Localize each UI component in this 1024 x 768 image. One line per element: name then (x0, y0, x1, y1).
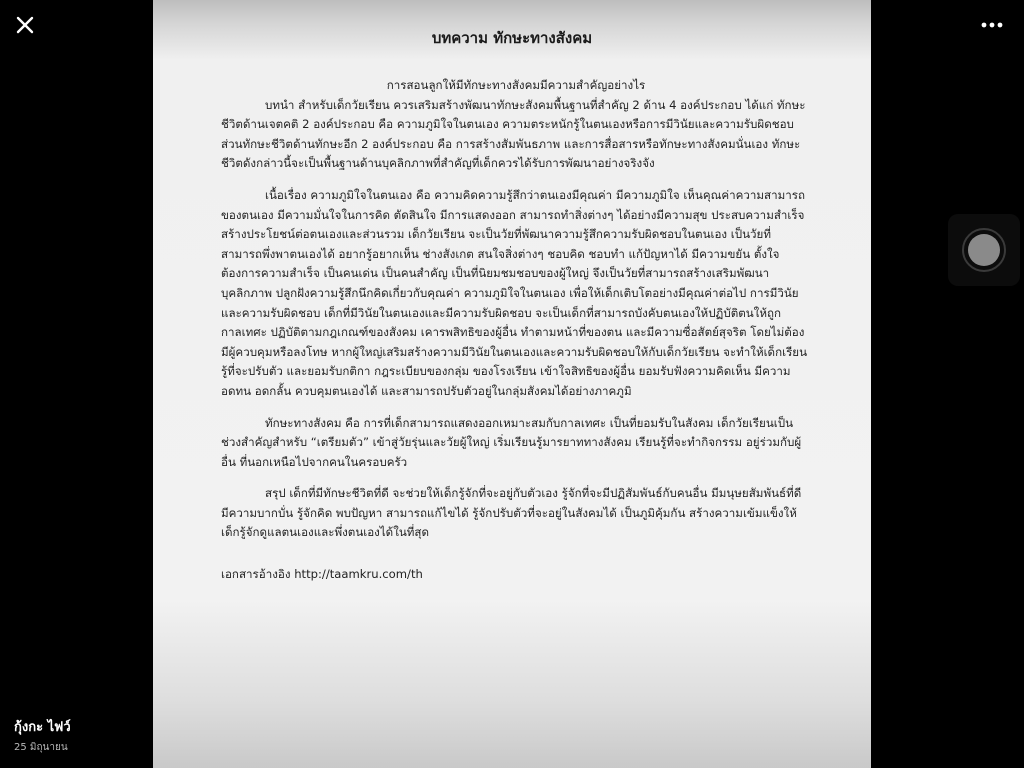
close-icon (16, 16, 34, 34)
document-title: บทความ ทักษะทางสังคม (431, 29, 593, 47)
document-photo (153, 0, 871, 768)
document-reference: เอกสารอ้างอิง http://taamkru.com/th (221, 567, 423, 582)
close-button[interactable] (10, 10, 40, 40)
paragraph-content: เนื้อเรื่อง ความภูมิใจในตนเอง คือ ความคิดความรู้สึกว่าตนเองมีคุณค่า มีความภูมิใจ เห็นคุณค่าความสามารถของตนเอง มีความมั่นใจในการคิด ตัดสินใจ มีการแสดงออก สามารถทำสิ่งต่างๆ ได้อย่างมีความสุข ประสบความสำเร็จ สร้างประโยชน์ต่อตนเองและส่วนรวม เด็กวัยเรียน จะเป็นวัยที่พัฒนาความรู้สึกความรับผิดชอบในตนเอง เป็นวัยที่สามารถพึ่งพาตนเองได้ อยากรู้อยากเห็น ช่างสังเกต สนใจสิ่งต่างๆ ชอบคิด ชอบทำ แก้ปัญหาได้ มีความขยัน ตั้งใจ ต้องการความสำเร็จ เป็นคนเด่น เป็นคนสำคัญ เป็นที่นิยมชมชอบของผู้ใหญ่ จึงเป็นวัยที่สามารถสร้างเสริมพัฒนาบุคลิกภาพ ปลูกฝังความรู้สึกนึกคิดเกี่ยวกับคุณค่า ความภูมิใจในตนเอง เพื่อให้เด็กเติบโตอย่างมีคุณค่าต่อไป การมีวินัยและความรับผิดชอบ เด็กที่มีวินัยในตนเองและมีความรับผิดชอบ จะเป็นเด็กที่สามารถบังคับตนเองให้ปฏิบัติตนให้ถูกกาลเทศะ ปฏิบัติตามกฎเกณฑ์ของสังคม เคารพสิทธิของผู้อื่น ทำตามหน้าที่ของตน และมีความซื่อสัตย์สุจริต โดยไม่ต้องมีผู้ควบคุมหรือลงโทษ หากผู้ใหญ่เสริมสร้างความมีวินัยในตนเองและความรับผิดชอบให้กับเด็กวัยเรียน จะทำให้เด็กเรียนรู้ที่จะปรับตัว และยอมรับกติกา กฎระเบียบของกลุ่ม ของโรงเรียน เข้าใจสิทธิของผู้อื่น ยอมรับฟังความคิดเห็น มีความอดทน อดกลั้น ควบคุมตนเองได้ และสามารถปรับตัวอยู่ในกลุ่มสังคมได้อย่างภาคภูมิ (221, 187, 808, 398)
more-options-button[interactable] (974, 12, 1010, 38)
paragraph-social-skills: ทักษะทางสังคม คือ การที่เด็กสามารถแสดงออกเหมาะสมกับกาลเทศะ เป็นที่ยอมรับในสังคม เด็กวัยเรียนเป็นช่วงสำคัญสำหรับ “เตรียมตัว” เข้าสู่วัยรุ่นและวัยผู้ใหญ่ เริ่มเรียนรู้มารยาททางสังคม เรียนรู้ที่จะทำกิจกรรม อยู่ร่วมกับผู้อื่น ที่นอกเหนือไปจากคนในครอบครัว (221, 415, 802, 469)
capture-button[interactable] (948, 214, 1020, 286)
document-body (221, 76, 811, 597)
post-date: 25 มิถุนายน (14, 742, 68, 753)
author-name[interactable]: กุ้งกะ ไฟว์ (14, 720, 71, 735)
document-subtitle: การสอนลูกให้มีทักษะทางสังคมมีความสำคัญอย่างไร (386, 78, 646, 92)
paragraph-intro: บทนำ สำหรับเด็กวัยเรียน ควรเสริมสร้างพัฒนาทักษะสังคมพื้นฐานที่สำคัญ 2 ด้าน 4 องค์ประกอบ ได้แก่ ทักษะชีวิตด้านเจตคติ 2 องค์ประกอบ คือ ความภูมิใจในตนเอง ความตระหนักรู้ในตนเองหรือการมีวินัยและความรับผิดชอบ ส่วนทักษะชีวิตด้านทักษะอีก 2 องค์ประกอบ คือ การสร้างสัมพันธภาพ และการสื่อสารหรือทักษะทางสังคมนั่นเอง ทักษะชีวิตดังกล่าวนี้จะเป็นพื้นฐานด้านบุคลิกภาพที่สำคัญที่เด็กควรได้รับการพัฒนาอย่างจริงจัง (221, 97, 806, 171)
more-horizontal-icon (981, 22, 1003, 28)
paragraph-summary: สรุป เด็กที่มีทักษะชีวิตที่ดี จะช่วยให้เด็กรู้จักที่จะอยู่กับตัวเอง รู้จักที่จะมีปฏิสัมพันธ์กับคนอื่น มีมนุษยสัมพันธ์ที่ดี มีความบากบั่น รู้จักคิด พบปัญหา สามารถแก้ไขได้ รู้จักปรับตัวที่จะอยู่ในสังคมได้ เป็นภูมิคุ้มกัน สร้างความเข้มแข็งให้เด็กรู้จักดูแลตนเองและพึ่งตนเองได้ในที่สุด (221, 486, 802, 540)
shutter-icon (962, 228, 1006, 272)
